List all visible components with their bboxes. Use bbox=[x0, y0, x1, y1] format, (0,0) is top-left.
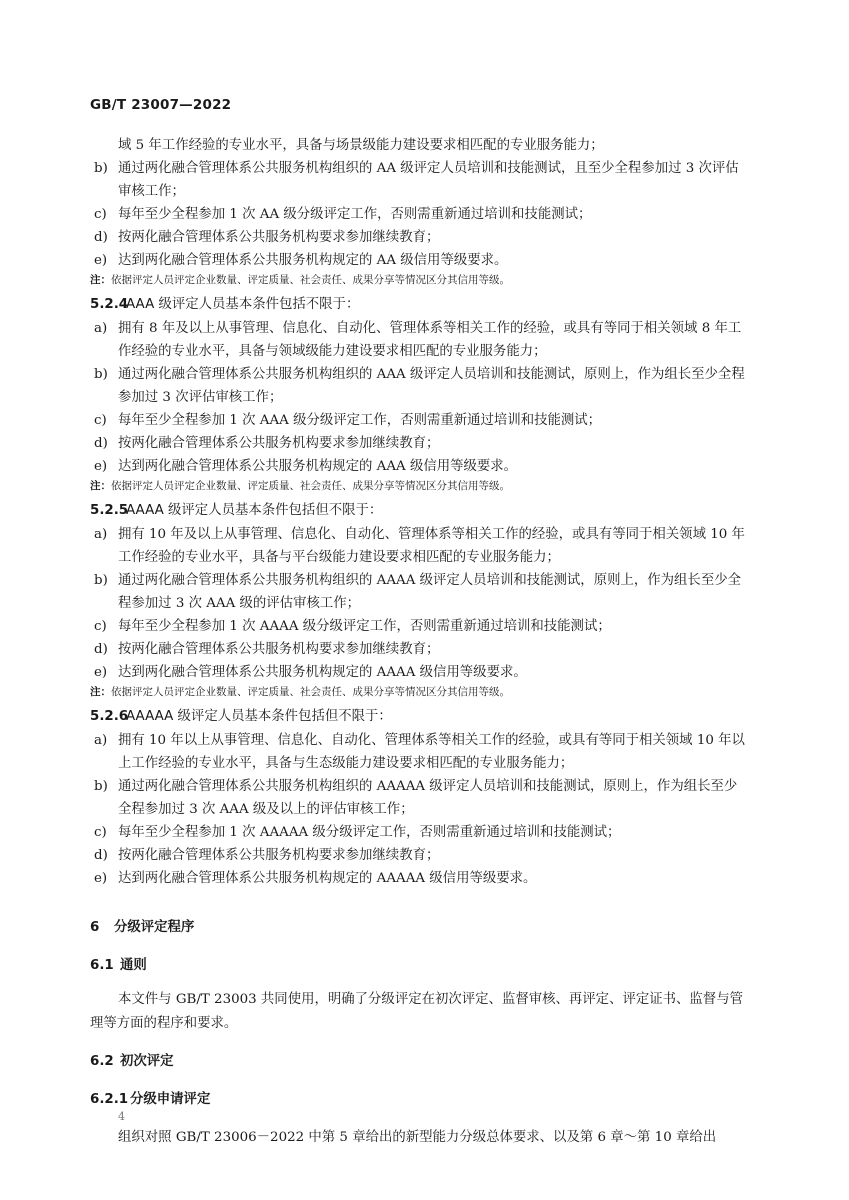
item-text: 域 5 年工作经验的专业水平，具备与场景级能力建设要求相匹配的专业服务能力； bbox=[118, 138, 604, 153]
item-text: 按两化融合管理体系公共服务机构要求参加继续教育； bbox=[118, 230, 440, 245]
list-item bbox=[90, 844, 750, 867]
list-item bbox=[90, 249, 750, 272]
section-title: 初次评定 bbox=[120, 1054, 174, 1069]
item-label: a) bbox=[94, 733, 108, 748]
item-text: 拥有 10 年及以上从事管理、信息化、自动化、管理体系等相关工作的经验，或具有等同于相关领域 10 年工作经验的专业水平，具备与平台级能力建设要求相匹配的专业服务能力； bbox=[118, 527, 745, 565]
item-label: d) bbox=[94, 230, 108, 245]
section-title: 通则 bbox=[120, 958, 147, 973]
item-label: a) bbox=[94, 527, 108, 542]
item-text: 按两化融合管理体系公共服务机构要求参加继续教育； bbox=[118, 642, 440, 657]
item-text: 每年至少全程参加 1 次 AAAA 级分级评定工作，否则需重新通过培训和技能测试； bbox=[118, 619, 611, 634]
list-item bbox=[90, 661, 750, 684]
item-text: 每年至少全程参加 1 次 AAAAA 级分级评定工作，否则需重新通过培训和技能测试； bbox=[118, 825, 621, 840]
page-number: 4 bbox=[118, 1110, 125, 1123]
item-text: 通过两化融合管理体系公共服务机构组织的 AAA 级评定人员培训和技能测试，原则上，作为组长至少全程参加过 3 次评估审核工作； bbox=[118, 367, 745, 405]
item-text: 按两化融合管理体系公共服务机构要求参加继续教育； bbox=[118, 848, 440, 863]
clause-5-2-5 bbox=[90, 499, 750, 523]
item-label: e) bbox=[94, 871, 108, 886]
list-item bbox=[90, 363, 750, 409]
paragraph: 本文件与 GB/T 23003 共同使用，明确了分级评定在初次评定、监督审核、再评定、评定证书、监督与管理等方面的程序和要求。 bbox=[90, 992, 743, 1031]
item-text: 通过两化融合管理体系公共服务机构组织的 AAAAA 级评定人员培训和技能测试，原则上，作为组长至少全程参加过 3 次 AAA 级及以上的评估审核工作； bbox=[118, 779, 738, 817]
item-text: 每年至少全程参加 1 次 AA 级分级评定工作，否则需重新通过培训和技能测试； bbox=[118, 207, 592, 222]
item-label: d) bbox=[94, 436, 108, 451]
item-text: 按两化融合管理体系公共服务机构要求参加继续教育； bbox=[118, 436, 440, 451]
list-item bbox=[90, 203, 750, 226]
page-content bbox=[90, 134, 750, 1150]
note-text: 依据评定人员评定企业数量、评定质量、社会责任、成果分享等情况区分其信用等级。 bbox=[111, 686, 510, 698]
list-item bbox=[90, 523, 750, 569]
item-text: 每年至少全程参加 1 次 AAA 级分级评定工作，否则需重新通过培训和技能测试； bbox=[118, 413, 602, 428]
list-item bbox=[90, 615, 750, 638]
list-item bbox=[90, 134, 750, 157]
item-text: 通过两化融合管理体系公共服务机构组织的 AAAA 级评定人员培训和技能测试，原则上，作为组长至少全程参加过 3 次 AAA 级的评估审核工作； bbox=[118, 573, 741, 611]
note bbox=[90, 272, 750, 289]
item-label: b) bbox=[94, 779, 108, 794]
list-item bbox=[90, 317, 750, 363]
list-item bbox=[90, 157, 750, 203]
note-label: 注： bbox=[90, 480, 111, 492]
item-label: e) bbox=[94, 665, 108, 680]
paragraph: 组织对照 GB/T 23006－2022 中第 5 章给出的新型能力分级总体要求、以及第 6 章～第 10 章给出 bbox=[118, 1130, 717, 1145]
list-item bbox=[90, 867, 750, 890]
item-label: d) bbox=[94, 848, 108, 863]
list-item bbox=[90, 821, 750, 844]
item-label: c) bbox=[94, 619, 107, 634]
item-text: 拥有 10 年以上从事管理、信息化、自动化、管理体系等相关工作的经验，或具有等同于相关领域 10 年以上工作经验的专业水平，具备与生态级能力建设要求相匹配的专业服务能力； bbox=[118, 733, 745, 771]
item-label: e) bbox=[94, 253, 108, 268]
section-6-1-heading bbox=[90, 954, 750, 978]
list-item bbox=[90, 226, 750, 249]
item-label: c) bbox=[94, 825, 107, 840]
note-text: 依据评定人员评定企业数量、评定质量、社会责任、成果分享等情况区分其信用等级。 bbox=[111, 274, 510, 286]
section-6-2-heading bbox=[90, 1050, 750, 1074]
clause-title: AAA 级评定人员基本条件包括不限于： bbox=[126, 297, 360, 312]
clause-title: AAAAA 级评定人员基本条件包括但不限于： bbox=[126, 709, 392, 724]
chapter-number: 6 bbox=[90, 920, 100, 935]
section-number: 6.2 bbox=[90, 1054, 114, 1069]
item-label: c) bbox=[94, 207, 107, 222]
item-label: b) bbox=[94, 161, 108, 176]
clause-number: 5.2.6 bbox=[90, 709, 129, 724]
item-label: c) bbox=[94, 413, 107, 428]
clause-5-2-6 bbox=[90, 705, 750, 729]
chapter-6-heading bbox=[90, 916, 750, 940]
item-text: 达到两化融合管理体系公共服务机构规定的 AAAAA 级信用等级要求。 bbox=[118, 871, 537, 886]
section-number: 6.1 bbox=[90, 958, 114, 973]
item-label: b) bbox=[94, 367, 108, 382]
item-text: 达到两化融合管理体系公共服务机构规定的 AAAA 级信用等级要求。 bbox=[118, 665, 527, 680]
list-item bbox=[90, 409, 750, 432]
standard-header: GB/T 23007—2022 bbox=[90, 97, 232, 113]
note bbox=[90, 478, 750, 495]
clause-number: 5.2.5 bbox=[90, 503, 129, 518]
clause-number: 5.2.4 bbox=[90, 297, 129, 312]
note-label: 注： bbox=[90, 686, 111, 698]
item-label: a) bbox=[94, 321, 108, 336]
section-number: 6.2.1 bbox=[90, 1092, 129, 1107]
chapter-title: 分级评定程序 bbox=[114, 920, 195, 935]
item-label: d) bbox=[94, 642, 108, 657]
list-item bbox=[90, 638, 750, 661]
list-item bbox=[90, 729, 750, 775]
list-item bbox=[90, 775, 750, 821]
section-title: 分级申请评定 bbox=[130, 1092, 211, 1107]
list-item bbox=[90, 432, 750, 455]
item-label: e) bbox=[94, 459, 108, 474]
list-item bbox=[90, 569, 750, 615]
note-label: 注： bbox=[90, 274, 111, 286]
item-text: 达到两化融合管理体系公共服务机构规定的 AAA 级信用等级要求。 bbox=[118, 459, 518, 474]
item-text: 拥有 8 年及以上从事管理、信息化、自动化、管理体系等相关工作的经验，或具有等同于相关领域 8 年工作经验的专业水平，具备与领域级能力建设要求相匹配的专业服务能力； bbox=[118, 321, 742, 359]
list-item bbox=[90, 455, 750, 478]
note bbox=[90, 684, 750, 701]
clause-title: AAAA 级评定人员基本条件包括但不限于： bbox=[126, 503, 383, 518]
clause-5-2-4 bbox=[90, 293, 750, 317]
item-text: 通过两化融合管理体系公共服务机构组织的 AA 级评定人员培训和技能测试，且至少全程参加过 3 次评估审核工作； bbox=[118, 161, 739, 199]
item-text: 达到两化融合管理体系公共服务机构规定的 AA 级信用等级要求。 bbox=[118, 253, 508, 268]
section-6-2-1-heading bbox=[90, 1088, 750, 1112]
note-text: 依据评定人员评定企业数量、评定质量、社会责任、成果分享等情况区分其信用等级。 bbox=[111, 480, 510, 492]
item-label: b) bbox=[94, 573, 108, 588]
